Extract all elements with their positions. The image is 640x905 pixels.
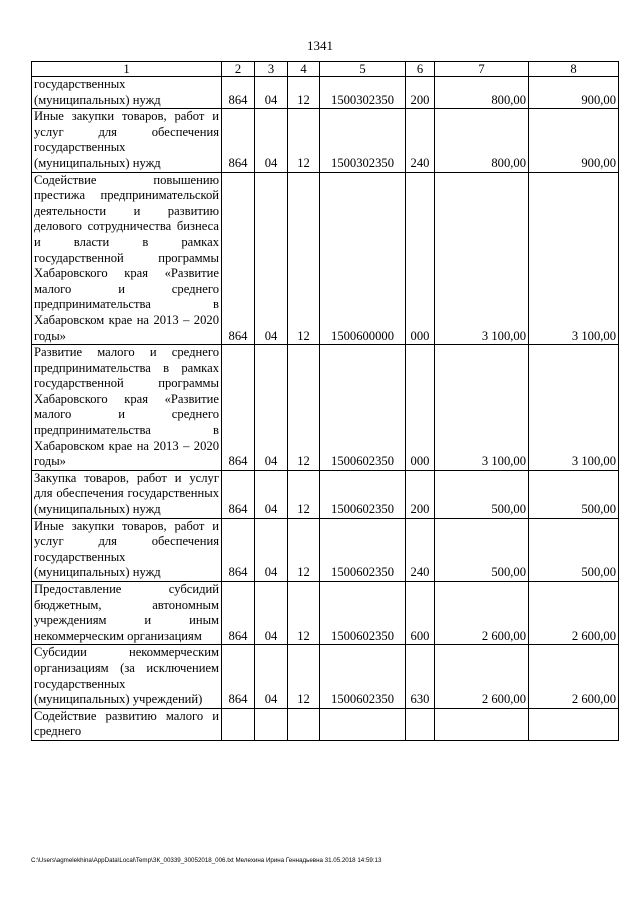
cell-amount-8: 3 100,00	[529, 172, 619, 345]
cell-target-article: 1500602350	[320, 582, 406, 645]
column-header-1: 1	[32, 62, 222, 77]
cell-amount-7: 3 100,00	[435, 345, 529, 471]
cell-amount-8: 500,00	[529, 518, 619, 581]
cell-target-article: 1500302350	[320, 77, 406, 109]
table-row	[32, 77, 619, 109]
column-header-3: 3	[255, 62, 288, 77]
cell-amount-8: 2 600,00	[529, 582, 619, 645]
cell-section: 04	[255, 582, 288, 645]
row-name: Иные закупки товаров, работ и услуг для обеспечения государственных (муниципальных) нужд	[32, 109, 222, 172]
cell-department: 864	[222, 645, 255, 708]
cell-amount-7: 800,00	[435, 77, 529, 109]
cell-section: 04	[255, 470, 288, 518]
cell-subsection: 12	[288, 77, 320, 109]
cell-section: 04	[255, 77, 288, 109]
cell-target-article: 1500302350	[320, 109, 406, 172]
column-header-4: 4	[288, 62, 320, 77]
cell-expense-type	[406, 708, 435, 740]
cell-subsection: 12	[288, 345, 320, 471]
cell-section	[255, 708, 288, 740]
cell-amount-8: 900,00	[529, 77, 619, 109]
row-name: Содействие повышению престижа предпринимательской деятельности и развитию делового сотрудничества бизнеса и власти в рамках государственной программы Хабаровского края «Развитие малого и среднего предпринимательства в Хабаровском крае на 2013 – 2020 годы»	[32, 172, 222, 345]
header-row	[32, 62, 619, 77]
cell-expense-type: 600	[406, 582, 435, 645]
table-row	[32, 109, 619, 172]
row-name: Иные закупки товаров, работ и услуг для обеспечения государственных (муниципальных) нужд	[32, 518, 222, 581]
table-row	[32, 470, 619, 518]
row-name: Содействие развитию малого и среднего	[32, 708, 222, 740]
cell-target-article	[320, 708, 406, 740]
cell-subsection	[288, 708, 320, 740]
table-row	[32, 708, 619, 740]
budget-table	[31, 61, 619, 741]
cell-subsection: 12	[288, 582, 320, 645]
cell-amount-7: 500,00	[435, 518, 529, 581]
cell-amount-7: 500,00	[435, 470, 529, 518]
row-name: Развитие малого и среднего предпринимательства в рамках государственной программы Хабаровского края «Развитие малого и среднего предпринимательства в Хабаровском крае на 2013 – 2020 годы»	[32, 345, 222, 471]
cell-amount-7: 2 600,00	[435, 582, 529, 645]
table-row	[32, 172, 619, 345]
cell-expense-type: 630	[406, 645, 435, 708]
cell-department: 864	[222, 77, 255, 109]
cell-subsection: 12	[288, 109, 320, 172]
column-header-8: 8	[529, 62, 619, 77]
cell-expense-type: 200	[406, 470, 435, 518]
cell-department: 864	[222, 109, 255, 172]
cell-amount-8: 3 100,00	[529, 345, 619, 471]
cell-expense-type: 240	[406, 109, 435, 172]
cell-expense-type: 000	[406, 345, 435, 471]
cell-amount-8: 2 600,00	[529, 645, 619, 708]
cell-expense-type: 000	[406, 172, 435, 345]
cell-amount-8: 500,00	[529, 470, 619, 518]
column-header-2: 2	[222, 62, 255, 77]
cell-amount-7: 800,00	[435, 109, 529, 172]
cell-amount-8	[529, 708, 619, 740]
cell-target-article: 1500602350	[320, 645, 406, 708]
cell-department	[222, 708, 255, 740]
cell-section: 04	[255, 518, 288, 581]
cell-expense-type: 240	[406, 518, 435, 581]
cell-section: 04	[255, 109, 288, 172]
table-row	[32, 345, 619, 471]
cell-department: 864	[222, 470, 255, 518]
cell-section: 04	[255, 172, 288, 345]
table-row	[32, 645, 619, 708]
cell-target-article: 1500602350	[320, 518, 406, 581]
cell-department: 864	[222, 518, 255, 581]
cell-section: 04	[255, 645, 288, 708]
cell-department: 864	[222, 172, 255, 345]
cell-subsection: 12	[288, 518, 320, 581]
cell-amount-7: 3 100,00	[435, 172, 529, 345]
cell-department: 864	[222, 582, 255, 645]
cell-target-article: 1500602350	[320, 470, 406, 518]
column-header-6: 6	[406, 62, 435, 77]
cell-section: 04	[255, 345, 288, 471]
table-row	[32, 518, 619, 581]
cell-subsection: 12	[288, 645, 320, 708]
row-name: государственных (муниципальных) нужд	[32, 77, 222, 109]
row-name: Закупка товаров, работ и услуг для обеспечения государственных (муниципальных) нужд	[32, 470, 222, 518]
cell-subsection: 12	[288, 172, 320, 345]
cell-subsection: 12	[288, 470, 320, 518]
column-header-7: 7	[435, 62, 529, 77]
cell-amount-7	[435, 708, 529, 740]
row-name: Субсидии некоммерческим организациям (за исключением государственных (муниципальных) учреждений)	[32, 645, 222, 708]
cell-target-article: 1500602350	[320, 345, 406, 471]
cell-expense-type: 200	[406, 77, 435, 109]
cell-department: 864	[222, 345, 255, 471]
cell-amount-7: 2 600,00	[435, 645, 529, 708]
cell-amount-8: 900,00	[529, 109, 619, 172]
row-name: Предоставление субсидий бюджетным, автономным учреждениям и иным некоммерческим организациям	[32, 582, 222, 645]
file-path-footer: C:\Users\agmelekhina\AppData\Local\Temp\ЗК_00339_30052018_006.txt Мелехина Ирина Геннадьевна 31.05.2018 14:59:13	[31, 857, 382, 864]
page-number: 1341	[307, 38, 333, 53]
column-header-5: 5	[320, 62, 406, 77]
cell-target-article: 1500600000	[320, 172, 406, 345]
table-row	[32, 582, 619, 645]
